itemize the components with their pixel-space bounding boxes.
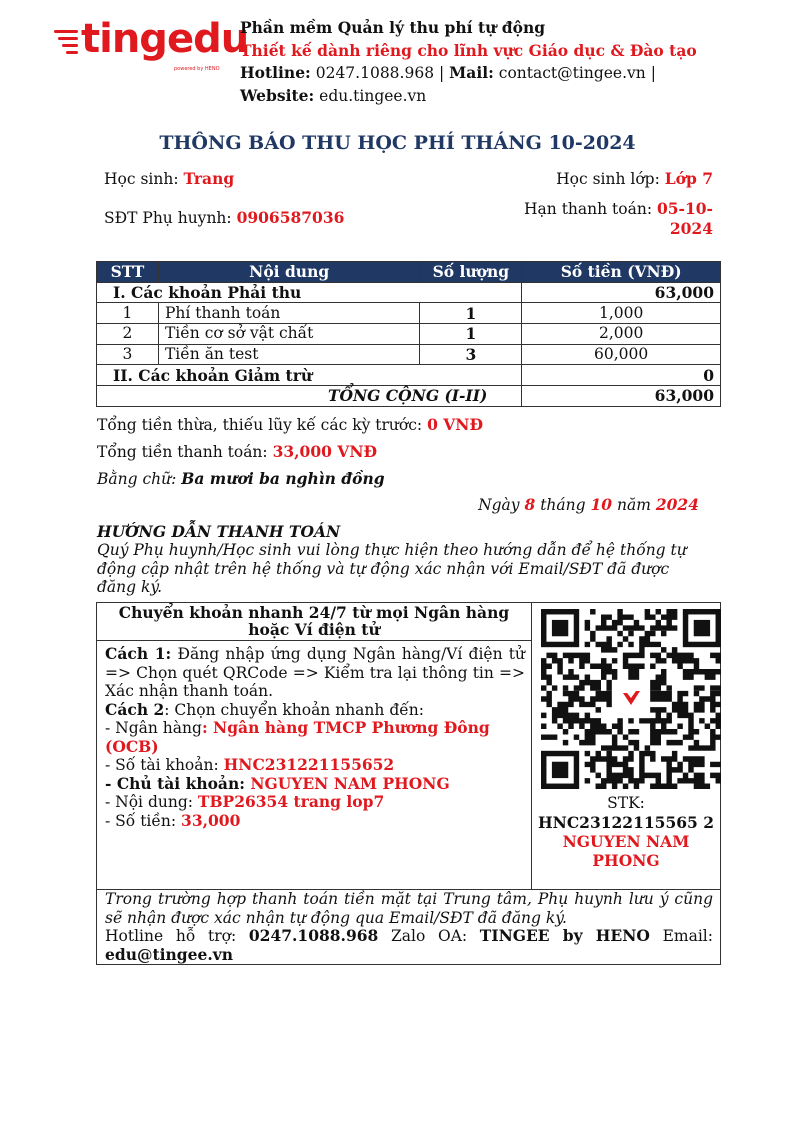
table-row [97, 344, 721, 365]
bank-row [105, 719, 525, 756]
amount-row [105, 812, 525, 831]
section1-row [97, 282, 721, 303]
tingedu-logo-icon [54, 16, 249, 80]
student-name-row [104, 169, 234, 189]
section2-total: 0 [522, 365, 721, 386]
date-day: 8 [524, 495, 536, 514]
support-email[interactable]: edu@tingee.vn [105, 944, 234, 964]
support-phone[interactable]: 0247.1088.968 [248, 926, 379, 945]
page-title: THÔNG BÁO THU HỌC PHÍ THÁNG 10-2024 [159, 132, 636, 154]
row-stt: 2 [97, 324, 159, 345]
content-value[interactable]: TBP26354 trang lop7 [197, 792, 385, 811]
parent-phone-label: SĐT Phụ huynh: [104, 209, 237, 227]
col-stt: STT [97, 262, 159, 283]
qr-code-icon[interactable] [541, 609, 721, 791]
student-name-label: Học sinh: [104, 170, 184, 188]
website-value[interactable]: edu.tingee.vn [319, 86, 427, 105]
date-thang: tháng [535, 496, 591, 514]
carry-value: 0 VNĐ [427, 415, 483, 434]
row-content: Tiền cơ sở vật chất [158, 324, 419, 345]
sep2: | [645, 64, 656, 82]
table-header-row [97, 262, 721, 283]
owner-row [105, 775, 525, 794]
account-label: - Số tài khoản: [105, 756, 224, 774]
cash-note: Trong trường hợp thanh toán tiền mặt tại Trung tâm, Phụ huynh lưu ý cũng sẽ nhận được xác nhận tự động qua Email/SĐT đã đăng ký. [105, 890, 713, 927]
owner-value: NGUYEN NAM PHONG [250, 773, 450, 793]
section2-label: II. Các khoản Giảm trừ [97, 365, 522, 386]
carry-over-row [97, 415, 483, 434]
col-amount: Số tiền (VNĐ) [522, 262, 721, 283]
step1 [105, 645, 525, 701]
pay-value: 33,000 VNĐ [272, 442, 378, 461]
email-label: Email: [649, 927, 713, 945]
amount-value: 33,000 [181, 810, 241, 830]
header-line1: Phần mềm Quản lý thu phí tự động [240, 18, 546, 37]
section1-total: 63,000 [522, 282, 721, 303]
total-pay-row [97, 442, 377, 461]
carry-label: Tổng tiền thừa, thiếu lũy kế các kỳ trước: [97, 416, 428, 434]
support-label: Hotline hỗ trợ: [105, 927, 249, 945]
mail-label: Mail: [449, 63, 494, 82]
words-label: Bằng chữ: [97, 470, 182, 488]
grand-total-label: TỔNG CỘNG (I-II) [97, 386, 522, 407]
date-nam: năm [612, 496, 656, 514]
bank-value: : Ngân hàng TMCP Phương Đông (OCB) [105, 718, 490, 756]
row-content: Tiền ăn test [158, 344, 419, 365]
due-date-label: Hạn thanh toán: [524, 200, 657, 218]
row-qty: 1 [420, 324, 522, 345]
payment-box [96, 602, 721, 965]
grand-total-row [97, 386, 721, 407]
col-content: Nội dung [158, 262, 419, 283]
date-ngay: Ngày [478, 496, 525, 514]
account-row [105, 756, 525, 775]
pay-label: Tổng tiền thanh toán: [97, 443, 273, 461]
header-contact [240, 62, 760, 85]
step2 [105, 701, 525, 720]
student-class-label: Học sinh lớp: [556, 170, 665, 188]
date-year: 2024 [655, 495, 699, 514]
stk-block [531, 794, 721, 870]
guide-title: HƯỚNG DẪN THANH TOÁN [97, 522, 341, 541]
step1-label: Cách 1: [105, 644, 172, 663]
stk-owner: NGUYEN NAM PHONG [562, 832, 690, 870]
parent-phone-row [104, 208, 344, 228]
table-row [97, 303, 721, 324]
header-website [240, 85, 760, 108]
zalo-label: Zalo OA: [378, 927, 480, 945]
bank-transfer-head: Chuyển khoản nhanh 24/7 từ mọi Ngân hàng hoặc Ví điện tử [118, 603, 510, 639]
owner-label: - Chủ tài khoản: [105, 773, 251, 793]
support-row [105, 927, 713, 946]
student-name: Trang [183, 169, 235, 188]
guide-intro: Quý Phụ huynh/Học sinh vui lòng thực hiện theo hướng dẫn để hệ thống tự động cập nhật trên hệ thống và tự động xác nhận với Email/SĐT đã được đăng ký. [97, 541, 687, 596]
fee-table [96, 261, 721, 407]
sep: | [434, 64, 450, 82]
row-stt: 3 [97, 344, 159, 365]
row-stt: 1 [97, 303, 159, 324]
brand-name: tingedu [81, 16, 249, 62]
hotline-value[interactable]: 0247.1088.968 [315, 64, 435, 82]
row-amount: 60,000 [522, 344, 721, 365]
website-label: Website: [240, 85, 315, 105]
zalo-value[interactable]: TINGEE by HENO [479, 926, 650, 945]
header-info [240, 17, 760, 107]
due-date-line1: 05-10- [656, 199, 713, 218]
col-qty: Số lượng [420, 262, 522, 283]
mail-value[interactable]: contact@tingee.vn [498, 64, 646, 82]
section2-row [97, 365, 721, 386]
step1-text: Đăng nhập ứng dụng Ngân hàng/Ví điện tử => Chọn quét QRCode => Kiểm tra lại thông tin => Xác nhận thanh toán. [105, 645, 525, 700]
step2-label: Cách 2 [105, 699, 165, 719]
payment-steps [105, 645, 525, 830]
row-content: Phí thanh toán [158, 303, 419, 324]
words-value: Ba mươi ba nghìn đồng [181, 469, 385, 488]
student-class: Lớp 7 [664, 169, 713, 188]
grand-total: 63,000 [522, 386, 721, 407]
payment-footer [105, 890, 713, 964]
hotline-label: Hotline: [240, 63, 311, 82]
stk-label: STK: [607, 794, 645, 812]
bank-label: - Ngân hàng [105, 719, 202, 737]
account-value[interactable]: HNC231221155652 [223, 755, 395, 774]
section1-label: I. Các khoản Phải thu [97, 282, 522, 303]
content-label: - Nội dung: [105, 793, 198, 811]
content-row [105, 793, 525, 812]
due-date-line2: 2024 [669, 219, 713, 238]
amount-label: - Số tiền: [105, 811, 182, 830]
student-class-row [556, 169, 713, 189]
table-row [97, 324, 721, 345]
powered-by: powered by HENO [174, 66, 220, 72]
row-amount: 1,000 [522, 303, 721, 324]
due-date-row [524, 199, 713, 239]
row-qty: 3 [420, 344, 522, 365]
row-amount: 2,000 [522, 324, 721, 345]
amount-words-row [97, 469, 385, 488]
row-qty: 1 [420, 303, 522, 324]
parent-phone: 0906587036 [236, 208, 345, 227]
step2-text: : Chọn chuyển khoản nhanh đến: [164, 700, 424, 719]
date-row [478, 495, 699, 514]
header-line2: Thiết kế dành riêng cho lĩnh vực Giáo dục & Đào tạo [240, 40, 697, 60]
date-month: 10 [590, 495, 613, 514]
stk-value: HNC23122115565 2 [538, 813, 714, 832]
